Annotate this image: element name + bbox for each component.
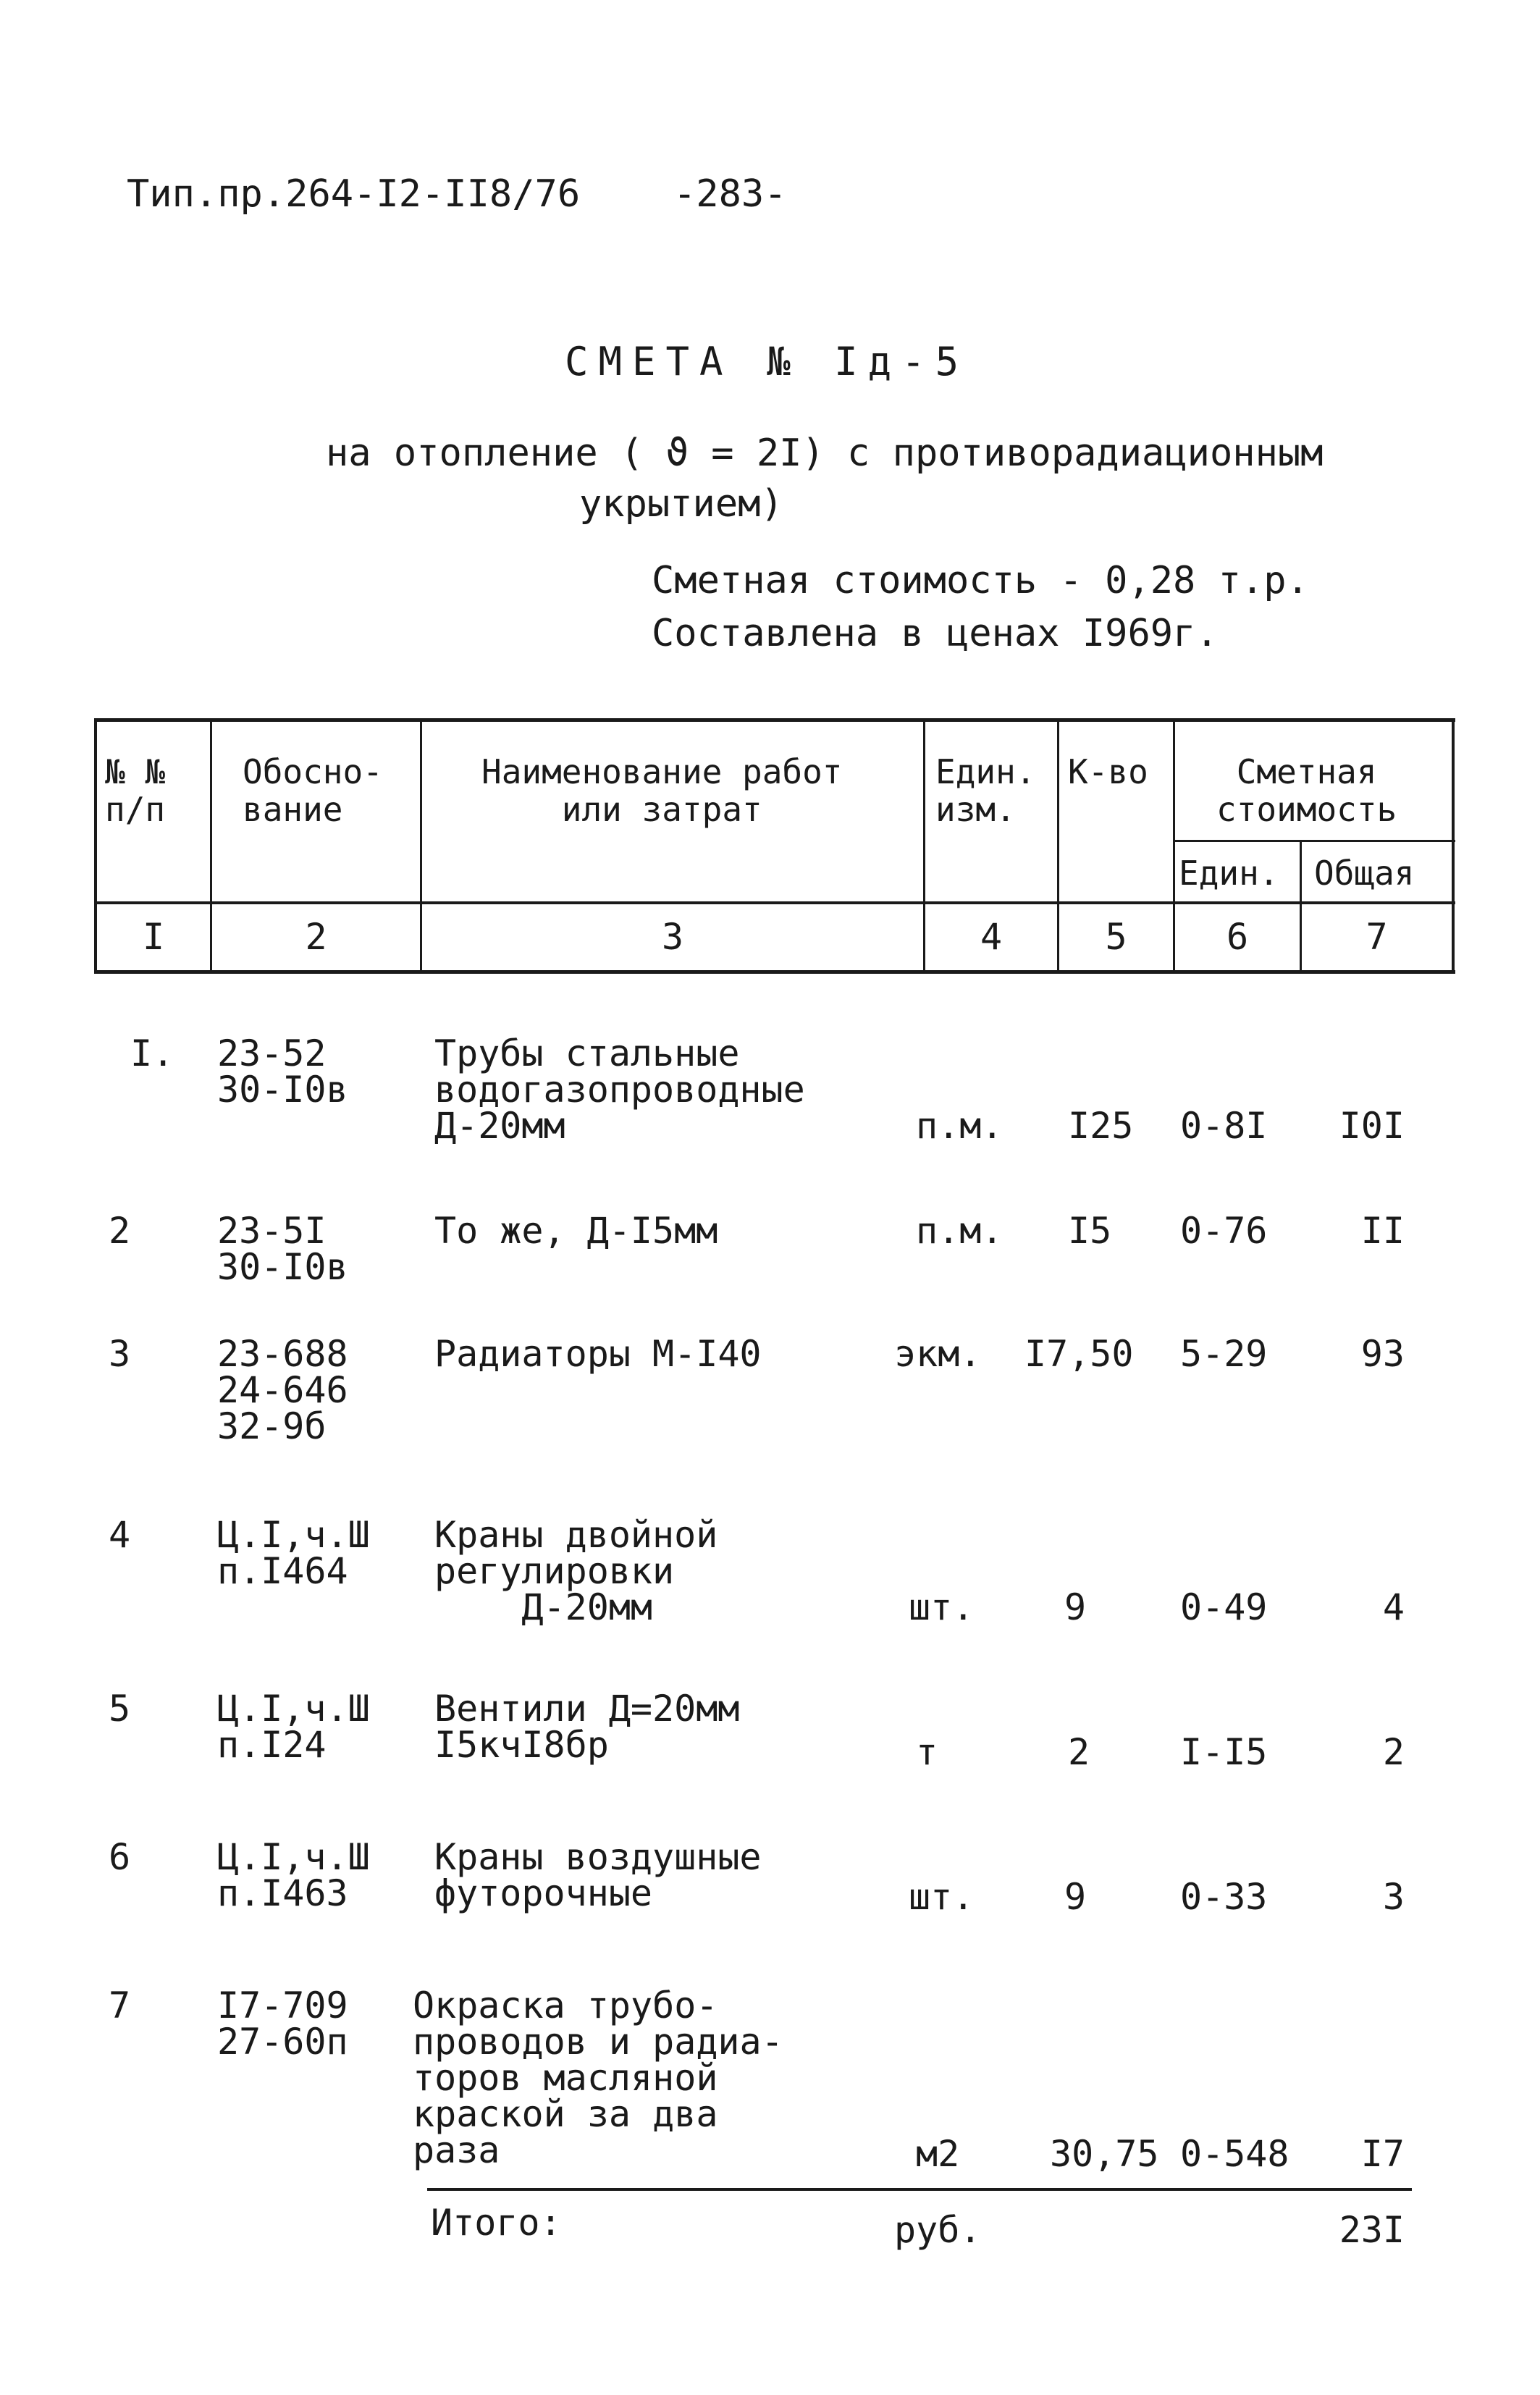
- row-total: 3: [1382, 1876, 1405, 1918]
- row-name: Краны воздушные футорочные: [434, 1836, 762, 1914]
- row-total: 93: [1360, 1333, 1405, 1375]
- row-unit: п.м.: [916, 1210, 1003, 1252]
- header-col-unit: Един. изм.: [935, 752, 1036, 829]
- header-divider: [94, 901, 1455, 904]
- row-qty: I25: [1068, 1105, 1134, 1147]
- row-unit: шт.: [909, 1586, 975, 1628]
- row-unit: шт.: [909, 1876, 975, 1918]
- row-basis: Ц.I,ч.Ш п.I464: [217, 1514, 370, 1592]
- table-right-border: [1452, 718, 1455, 974]
- row-unit: м2: [916, 2133, 960, 2175]
- row-qty: 2: [1068, 1731, 1090, 1773]
- estimate-title: СМЕТА № Iд-5: [565, 339, 969, 384]
- subtitle-line-2: укрытием): [579, 482, 783, 526]
- row-basis: 23-5I 30-I0в: [217, 1210, 348, 1288]
- estimated-cost: Сметная стоимость - 0,28 т.р.: [652, 559, 1309, 602]
- row-name: То же, Д-I5мм: [434, 1210, 718, 1252]
- row-name: Вентили Д=20мм I5кчI8бр: [434, 1688, 740, 1766]
- column-number-7: 7: [1366, 916, 1388, 958]
- row-total: 2: [1382, 1731, 1405, 1773]
- row-name: Радиаторы М-I40: [434, 1333, 762, 1375]
- row-unit-cost: 0-33: [1180, 1876, 1268, 1918]
- header-col-number: № № п/п: [105, 752, 166, 829]
- cost-subheader-divider: [1173, 840, 1455, 842]
- total-value: 23I: [1339, 2209, 1405, 2251]
- row-qty: 9: [1064, 1586, 1087, 1628]
- page-number: -283-: [673, 172, 787, 216]
- total-label: Итого:: [431, 2202, 562, 2244]
- header-col-name: Наименование работ или затрат: [481, 752, 843, 829]
- total-divider-line: [427, 2188, 1412, 2191]
- column-number-3: 3: [661, 916, 684, 958]
- column-number-4: 4: [980, 916, 1003, 958]
- row-qty: I5: [1068, 1210, 1112, 1252]
- column-number-1: I: [142, 916, 165, 958]
- row-name: Окраска трубо- проводов и радиа- торов масляной краской за два раза: [413, 1984, 783, 2171]
- row-number: I.: [130, 1032, 174, 1074]
- doc-reference: Тип.пр.264-I2-II8/76: [127, 172, 581, 216]
- header-col-unit-cost: Един.: [1179, 854, 1279, 893]
- row-total: II: [1360, 1210, 1405, 1252]
- row-number: 6: [109, 1836, 131, 1878]
- row-basis: 23-688 24-646 32-9б: [217, 1333, 348, 1447]
- row-qty: I7,50: [1024, 1333, 1134, 1375]
- row-qty: 30,75: [1050, 2133, 1159, 2175]
- row-unit: экм.: [894, 1333, 982, 1375]
- row-basis: Ц.I,ч.Ш п.I24: [217, 1688, 370, 1766]
- header-col-total: Общая: [1314, 854, 1415, 893]
- table-top-border: [94, 718, 1455, 722]
- row-number: 2: [109, 1210, 131, 1252]
- row-total: I0I: [1339, 1105, 1405, 1147]
- header-col-qty: К-во: [1068, 752, 1148, 791]
- table-number-row-bottom: [94, 970, 1455, 974]
- row-number: 3: [109, 1333, 131, 1375]
- row-number: 5: [109, 1688, 131, 1730]
- row-name: Краны двойной регулировки Д-20мм: [434, 1514, 718, 1628]
- row-unit-cost: 0-76: [1180, 1210, 1268, 1252]
- row-unit-cost: 0-548: [1180, 2133, 1289, 2175]
- subtitle-line-1: на отопление ( ϑ = 2I) с противорадиационным: [326, 432, 1324, 475]
- row-unit-cost: I-I5: [1180, 1731, 1268, 1773]
- row-total: I7: [1360, 2133, 1405, 2175]
- row-unit-cost: 0-8I: [1180, 1105, 1268, 1147]
- price-basis: Составлена в ценах I969г.: [652, 612, 1219, 655]
- column-number-5: 5: [1105, 916, 1127, 958]
- row-unit-cost: 5-29: [1180, 1333, 1268, 1375]
- row-name: Трубы стальные водогазопроводные Д-20мм: [434, 1032, 805, 1147]
- column-number-2: 2: [305, 916, 327, 958]
- row-unit: п.м.: [916, 1105, 1003, 1147]
- row-basis: 23-52 30-I0в: [217, 1032, 348, 1111]
- row-number: 7: [109, 1984, 131, 2026]
- row-unit-cost: 0-49: [1180, 1586, 1268, 1628]
- row-basis: Ц.I,ч.Ш п.I463: [217, 1836, 370, 1914]
- total-unit: руб.: [894, 2209, 982, 2251]
- row-total: 4: [1382, 1586, 1405, 1628]
- row-unit: т: [916, 1731, 938, 1773]
- header-col-basis: Обосно- вание: [243, 752, 383, 829]
- row-qty: 9: [1064, 1876, 1087, 1918]
- row-number: 4: [109, 1514, 131, 1556]
- row-basis: I7-709 27-60п: [217, 1984, 348, 2063]
- column-number-6: 6: [1226, 916, 1249, 958]
- header-col-cost: Сметная стоимость: [1216, 752, 1397, 829]
